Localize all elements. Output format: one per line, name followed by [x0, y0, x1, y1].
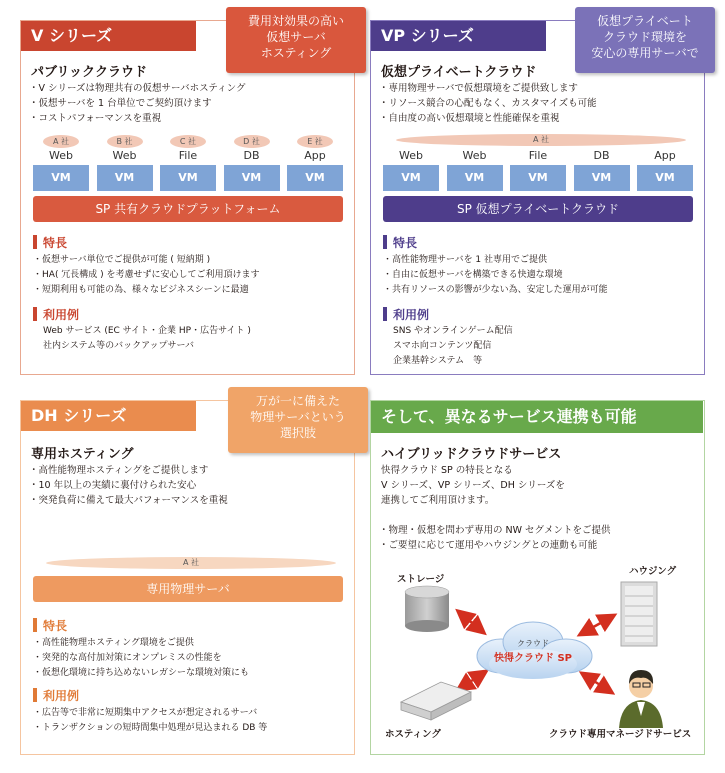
vm-box: VM: [97, 165, 153, 191]
tenant: [637, 135, 693, 205]
service-label: App: [304, 149, 326, 162]
vm-box: VM: [33, 165, 89, 191]
vp-tenant-row: [383, 135, 701, 205]
list-item: ・ ご要望に応じて運用やハウジングとの連動も可能: [379, 538, 610, 553]
list-item: ・ 仮想サーバ単位でご提供が可能 ( 短納期 ): [33, 253, 260, 268]
tenant: [447, 135, 503, 205]
tenant: [510, 135, 566, 205]
tenant: [574, 135, 630, 205]
arrow-hosting-cloud: [459, 672, 485, 689]
tenant-tag: B 社: [107, 135, 143, 148]
person-icon: [619, 670, 663, 728]
storage-label: ストレージ: [397, 574, 445, 585]
list-item: ・ 共有リソースの影響が少ない為、安定した運用が可能: [383, 283, 608, 298]
list-item: ・ 高性能物理ホスティング環境をご提供: [33, 636, 249, 651]
dh-platform-bar: 専用物理サーバ: [33, 576, 343, 602]
managed-service-label: クラウド専用マネージドサービス: [549, 729, 692, 740]
vp-features-list: [383, 253, 608, 298]
hybrid-header: そして、異なるサービス連携も可能: [371, 401, 703, 433]
storage-icon: [405, 586, 449, 632]
list-item: ・ V シリーズは物理共有の仮想サーバホスティング: [29, 81, 245, 96]
list-item: ・ 突発的な高付加対策にオンプレミスの性能を: [33, 651, 249, 666]
vp-platform-bar: SP 仮想プライベートクラウド: [383, 196, 693, 222]
hybrid-intro: [381, 463, 565, 508]
list-item: ・ 自由度の高い仮想環境と性能確保を重視: [379, 111, 597, 126]
hybrid-bullets: [379, 523, 610, 553]
list-item: ・ 物理・仮想を問わず専用の NW セグメントをご提供: [379, 523, 610, 538]
list-item: ・ コストパフォーマンスを重視: [29, 111, 245, 126]
tenant: [224, 135, 280, 205]
vp-uses-list: [393, 324, 513, 369]
v-series-panel: [20, 20, 355, 375]
tenant: [97, 135, 153, 205]
service-label: File: [528, 149, 548, 162]
service-label: Web: [399, 149, 423, 162]
cloud-icon: [477, 622, 592, 679]
hybrid-subtitle: ハイブリッドクラウドサービス: [381, 447, 562, 462]
v-series-subtitle: パブリッククラウド: [31, 65, 147, 80]
tenant: [33, 135, 89, 205]
callout-line: 安心の専用サーバで: [591, 46, 699, 60]
service-label: Web: [462, 149, 487, 162]
callout-line: 選択肢: [279, 426, 316, 440]
v-series-header: V シリーズ: [21, 21, 196, 51]
cloud-main-label: 快得クラウド SP: [493, 653, 573, 664]
housing-label: ハウジング: [629, 566, 677, 577]
vp-series-panel: [370, 20, 705, 375]
vm-box: VM: [160, 165, 216, 191]
list-item: ・ 10 年以上の実績に裏付けられた安心: [29, 478, 228, 493]
list-item: ・ 自由に仮想サーバを構築できる快適な環境: [383, 268, 608, 283]
service-label: Web: [49, 149, 73, 162]
vp-tenant-tag: A 社: [396, 134, 686, 146]
callout-line: クラウド環境を: [602, 30, 687, 44]
dh-series-panel: [20, 400, 355, 755]
list-item: Web サービス (EC サイト・企業 HP・広告サイト ): [43, 326, 251, 336]
list-item: ・ 高性能物理ホスティングをご提供します: [29, 463, 228, 478]
hybrid-panel: [370, 400, 705, 755]
intro-line: 連携してご利用頂けます。: [381, 495, 495, 506]
vm-box: VM: [383, 165, 439, 191]
list-item: ・ 広告等で非常に短期集中アクセスが想定されるサーバ: [33, 706, 267, 721]
service-label: App: [654, 149, 676, 162]
dh-tenant-tag: A 社: [46, 557, 336, 569]
dh-series-subtitle: 専用ホスティング: [31, 447, 134, 462]
list-item: ・ 短期利用も可能の為、様々なビジネスシーンに最適: [33, 283, 260, 298]
service-label: DB: [593, 149, 610, 162]
arrow-housing-cloud: [581, 616, 613, 634]
callout-line: 万が一に備えた: [255, 394, 340, 408]
vp-series-header: VP シリーズ: [371, 21, 546, 51]
list-item: ・ 高性能物理サーバを 1 社専用でご提供: [383, 253, 608, 268]
v-platform-bar: SP 共有クラウドプラットフォーム: [33, 196, 343, 222]
vm-box: VM: [224, 165, 280, 191]
tenant: [160, 135, 216, 205]
vm-box: VM: [637, 165, 693, 191]
service-label: File: [178, 149, 198, 162]
list-item: スマホ向コンテンツ配信: [393, 341, 492, 351]
callout-line: 仮想プライベート: [597, 14, 693, 28]
vm-box: VM: [447, 165, 503, 191]
hybrid-diagram: [371, 564, 703, 754]
vp-uses-heading: 利用例: [383, 306, 429, 323]
v-series-bullets: [29, 81, 245, 126]
tenant: [287, 135, 343, 205]
list-item: ・ 仮想サーバを 1 台単位でご契約頂けます: [29, 96, 245, 111]
v-series-callout: [226, 7, 366, 73]
cloud-small-label: クラウド: [517, 639, 549, 648]
tenant: [383, 135, 439, 205]
vp-series-callout: [575, 7, 715, 73]
callout-line: 仮想サーバ: [266, 30, 326, 44]
v-uses-heading: 利用例: [33, 306, 79, 323]
vm-box: VM: [510, 165, 566, 191]
list-item: 社内システム等のバックアップサーバ: [43, 341, 195, 351]
intro-line: 快得クラウド SP の特長となる: [381, 465, 513, 476]
dh-series-bullets: [29, 463, 228, 508]
list-item: ・ リソース競合の心配もなく、カスタマイズも可能: [379, 96, 597, 111]
dh-series-callout: [228, 387, 368, 453]
list-item: 企業基幹システム 等: [393, 356, 483, 366]
callout-line: 費用対効果の高い: [247, 14, 344, 28]
tenant-tag: C 社: [170, 135, 206, 148]
intro-line: V シリーズ、VP シリーズ、DH シリーズを: [381, 480, 565, 491]
v-tenant-row: [33, 135, 351, 205]
dh-features-list: [33, 636, 249, 681]
tenant-tag: D 社: [234, 135, 270, 148]
list-item: ・ 専用物理サーバで仮想環境をご提供致します: [379, 81, 597, 96]
dh-series-header: DH シリーズ: [21, 401, 196, 431]
vp-series-subtitle: 仮想プライベートクラウド: [381, 65, 537, 80]
tenant-tag: E 社: [297, 135, 333, 148]
service-label: Web: [112, 149, 137, 162]
list-item: SNS やオンラインゲーム配信: [393, 326, 513, 336]
v-uses-list: [43, 324, 251, 354]
arrow-managed-cloud: [583, 674, 611, 692]
vm-box: VM: [574, 165, 630, 191]
callout-line: 物理サーバという: [250, 410, 346, 424]
v-features-list: [33, 253, 260, 298]
dh-features-heading: 特長: [33, 617, 67, 634]
service-label: DB: [243, 149, 260, 162]
list-item: ・ トランザクションの短時間集中処理が見込まれる DB 等: [33, 721, 267, 736]
arrow-storage-cloud: [459, 612, 483, 632]
list-item: ・ HA( 冗長構成 ) を考慮せずに安心してご利用頂けます: [33, 268, 260, 283]
dh-uses-list: [33, 706, 267, 736]
dh-uses-heading: 利用例: [33, 687, 79, 704]
vm-box: VM: [287, 165, 343, 191]
v-features-heading: 特長: [33, 234, 67, 251]
list-item: ・ 仮想化環境に持ち込めないレガシーな環境対策にも: [33, 666, 249, 681]
list-item: ・ 突発負荷に備えて最大パフォーマンスを重視: [29, 493, 228, 508]
vp-series-bullets: [379, 81, 597, 126]
housing-rack-icon: [621, 582, 657, 646]
callout-line: ホスティング: [260, 46, 332, 60]
tenant-tag: A 社: [43, 135, 79, 148]
hosting-label: ホスティング: [385, 729, 441, 740]
vp-features-heading: 特長: [383, 234, 417, 251]
